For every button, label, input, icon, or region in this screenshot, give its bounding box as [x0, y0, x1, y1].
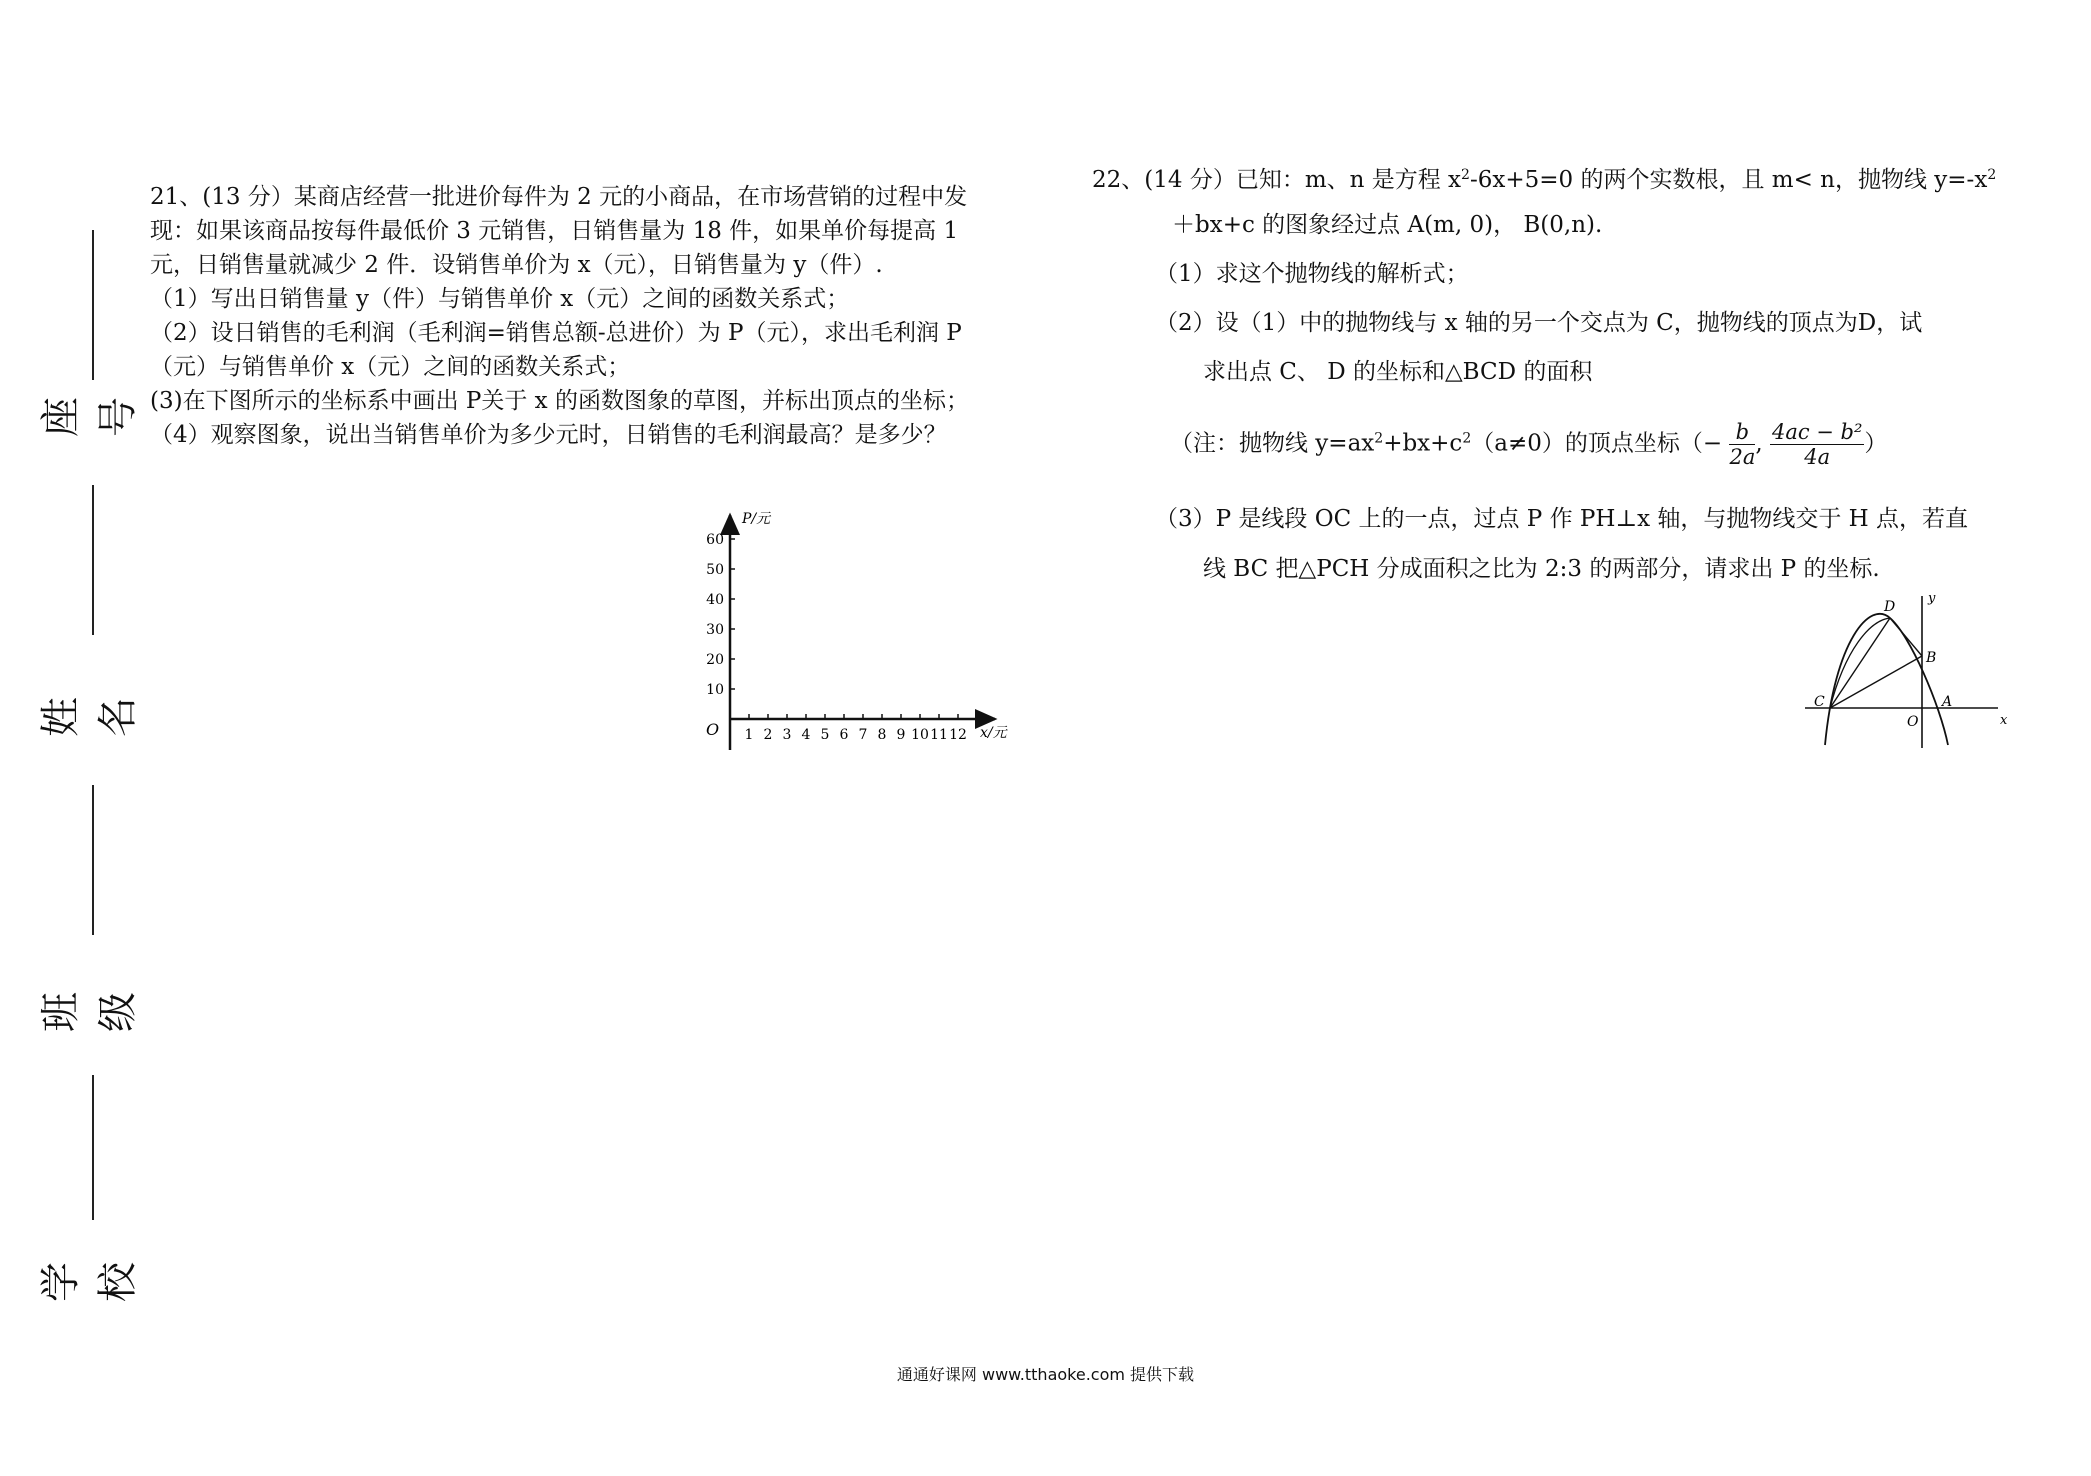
y-tick-label: 10: [706, 682, 724, 698]
segment-CB: [1830, 656, 1922, 708]
segment-CD: [1830, 618, 1890, 708]
q21-part4: （4）观察图象，说出当销售单价为多少元时，日销售的毛利润最高？是多少？: [150, 422, 947, 448]
footer-credit: 通通好课网 www.tthaoke.com 提供下载: [896, 1365, 1195, 1384]
x-tick-label: 1: [744, 727, 754, 743]
q21-part2b: （元）与销售单价 x（元）之间的函数关系式；: [150, 354, 631, 380]
axis-y-label: y: [1928, 591, 1936, 606]
q22-part2a: （2）设（1）中的抛物线与 x 轴的另一个交点为 C，抛物线的顶点为D，试: [1155, 310, 1923, 336]
point-D: D: [1884, 599, 1896, 615]
y-tick-label: 40: [706, 592, 724, 608]
name-label: 姓名: [38, 697, 141, 737]
x-tick-label: 12: [949, 727, 967, 743]
school-line: [92, 1075, 94, 1220]
x-tick-label: 4: [801, 727, 811, 743]
segment-DB: [1890, 618, 1922, 656]
x-tick-label: 10: [911, 727, 929, 743]
q22-part2b: 求出点 C、 D 的坐标和△BCD 的面积: [1203, 359, 1593, 385]
y-tick-label: 50: [706, 562, 724, 578]
q22-note: （注：抛物线 $y=ax^2+bx+c^2(a\ne 0)$的顶点坐标（− $\frac{b}{2a}$ , $\frac{\text{4ac − b²}}{4a}$ ）: [1170, 420, 1888, 469]
q21-line1: 21、(13 分）某商店经营一批进价每件为 2 元的小商品，在市场营销的过程中发: [150, 184, 968, 210]
q21-coordinate-chart: [690, 505, 1020, 760]
origin-label: O: [706, 720, 720, 739]
y-tick-label: 60: [706, 532, 724, 548]
x-tick-label: 6: [839, 727, 849, 743]
x-tick-label: 8: [877, 727, 887, 743]
point-A: A: [1942, 694, 1953, 710]
seat-label: 座号: [38, 397, 141, 437]
seat-line: [92, 230, 94, 380]
point-O: O: [1907, 714, 1919, 730]
note-comma: ,: [1755, 430, 1763, 457]
vertex-x-fraction: $\frac{b}{2a}$: [1729, 420, 1756, 469]
note-a: （注：抛物线 y=ax: [1170, 430, 1375, 457]
q22-line1b: -6x+5=0 的两个实数根，且 m< n，抛物线 y=-x: [1469, 167, 1988, 193]
q22-part3a: （3）P 是线段 OC 上的一点，过点 P 作 PH⊥x 轴，与抛物线交于 H 点，若直: [1155, 506, 1969, 532]
q21-part3: (3)在下图所示的坐标系中画出 P关于 x 的函数图象的草图，并标出顶点的坐标；: [150, 388, 969, 414]
q21-line2: 现：如果该商品按每件最低价 3 元销售，日销售量为 18 件，如果单价每提高 1: [150, 218, 959, 244]
q22-line1: 22、(14 分）已知：m、n 是方程 $x^2-6x+5=0$ 的两个实数根，且 m< n，抛物线 $y=-x^2$: [1092, 167, 1997, 193]
q22-line1a: 22、(14 分）已知：m、n 是方程 x: [1092, 167, 1462, 193]
class-line: [92, 785, 94, 935]
note-c: （a≠0）的顶点坐标（: [1471, 430, 1703, 457]
y-tick-label: 30: [706, 622, 724, 638]
note-b: +bx+c: [1383, 430, 1463, 457]
note-d: ）: [1864, 430, 1888, 457]
q21-line3: 元，日销售量就减少 2 件．设销售单价为 x（元），日销售量为 y（件）.: [150, 252, 883, 278]
x-tick-label: 3: [782, 727, 792, 743]
parabola-curve-outer: [1825, 614, 1948, 745]
q22-part1: （1）求这个抛物线的解析式；: [1155, 261, 1469, 287]
x-tick-label: 11: [930, 727, 948, 743]
x-tick-label: 7: [858, 727, 868, 743]
x-axis-label: x/元: [980, 725, 1007, 741]
y-tick-label: 20: [706, 652, 724, 668]
q21-part2a: （2）设日销售的毛利润（毛利润=销售总额-总进价）为 P（元），求出毛利润 P: [150, 320, 962, 346]
point-C: C: [1814, 694, 1825, 710]
y-axis-label: P/元: [742, 511, 771, 527]
q22-line2: ＋bx+c 的图象经过点 A(m, 0)， B(0,n).: [1172, 212, 1603, 238]
point-B: B: [1926, 650, 1937, 666]
q21-part1: （1）写出日销售量 y（件）与销售单价 x（元）之间的函数关系式；: [150, 286, 850, 312]
class-label: 班级: [38, 992, 141, 1032]
school-label: 学校: [38, 1262, 141, 1302]
axis-x-label: x: [2000, 713, 2008, 728]
x-tick-label: 2: [763, 727, 773, 743]
vertex-y-fraction: $\frac{\text{4ac − b²}}{4a}$: [1771, 420, 1863, 469]
q22-parabola-figure: [1800, 590, 2015, 750]
x-tick-label: 9: [896, 727, 906, 743]
q22-part3b: 线 BC 把△PCH 分成面积之比为 2:3 的两部分，请求出 P 的坐标.: [1203, 556, 1880, 582]
name-line: [92, 485, 94, 635]
x-tick-label: 5: [820, 727, 830, 743]
note-minus: −: [1702, 430, 1723, 457]
